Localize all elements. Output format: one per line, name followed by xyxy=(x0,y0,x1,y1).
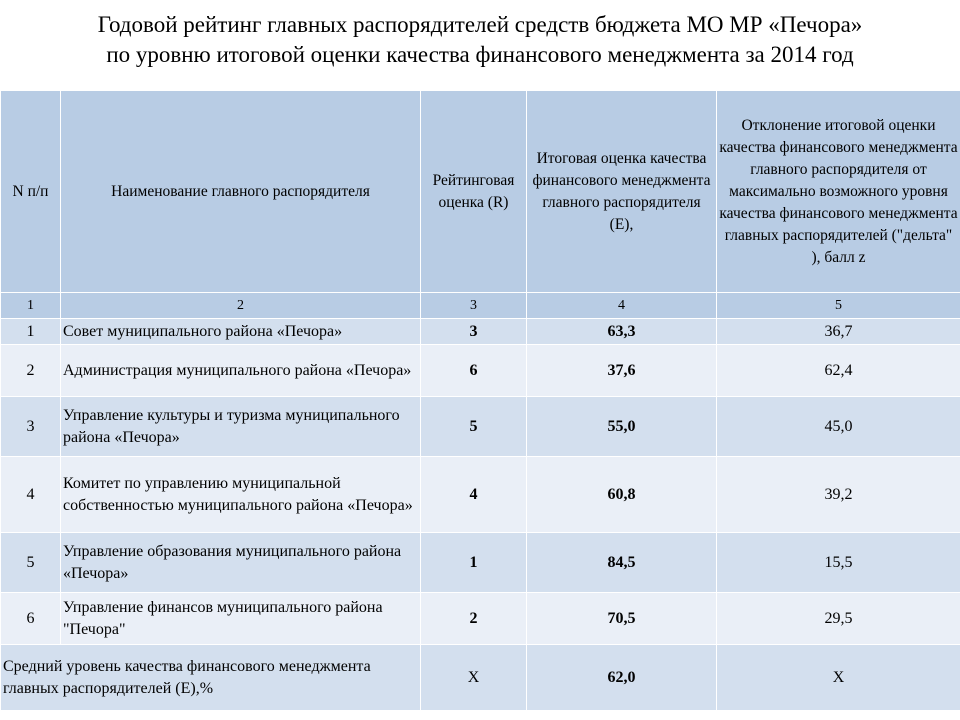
table-row xyxy=(1,397,960,457)
table-header-row xyxy=(1,91,960,293)
row-rating: 6 xyxy=(421,345,527,397)
row-deviation: 15,5 xyxy=(717,533,960,593)
table-row xyxy=(1,457,960,533)
header-score: Итоговая оценка качества финансового менеджмента главного распорядителя (E), xyxy=(527,91,717,293)
column-number: 4 xyxy=(527,293,717,319)
row-score: 37,6 xyxy=(527,345,717,397)
row-score: 55,0 xyxy=(527,397,717,457)
row-num: 2 xyxy=(1,345,61,397)
header-num: N п/п xyxy=(1,91,61,293)
header-deviation: Отклонение итоговой оценки качества финансового менеджмента главного распорядителя от максимально возможного уровня качества финансового менеджмента главных распорядителей ("дельта" ), балл z xyxy=(717,91,960,293)
row-name: Управление образования муниципального района «Печора» xyxy=(61,533,421,593)
row-score: 84,5 xyxy=(527,533,717,593)
table-row xyxy=(1,319,960,345)
footer-label: Средний уровень качества финансового менеджмента главных распорядителей (E),% xyxy=(1,645,421,711)
row-deviation: 29,5 xyxy=(717,593,960,645)
row-name: Комитет по управлению муниципальной собственностью муниципального района «Печора» xyxy=(61,457,421,533)
header-rating: Рейтинговая оценка (R) xyxy=(421,91,527,293)
column-number: 2 xyxy=(61,293,421,319)
row-score: 63,3 xyxy=(527,319,717,345)
row-name: Управление финансов муниципального района "Печора" xyxy=(61,593,421,645)
table-row xyxy=(1,593,960,645)
row-num: 4 xyxy=(1,457,61,533)
row-rating: 5 xyxy=(421,397,527,457)
header-name: Наименование главного распорядителя xyxy=(61,91,421,293)
row-deviation: 39,2 xyxy=(717,457,960,533)
footer-rating: X xyxy=(421,645,527,711)
row-name: Совет муниципального района «Печора» xyxy=(61,319,421,345)
column-number: 3 xyxy=(421,293,527,319)
row-rating: 4 xyxy=(421,457,527,533)
row-rating: 1 xyxy=(421,533,527,593)
page-title xyxy=(0,10,960,70)
table-footer-row xyxy=(1,645,960,711)
row-num: 3 xyxy=(1,397,61,457)
row-num: 5 xyxy=(1,533,61,593)
footer-deviation: X xyxy=(717,645,960,711)
row-num: 1 xyxy=(1,319,61,345)
table-row xyxy=(1,533,960,593)
title-line-1: Годовой рейтинг главных распорядителей средств бюджета МО МР «Печора» xyxy=(97,12,863,37)
row-score: 60,8 xyxy=(527,457,717,533)
row-deviation: 36,7 xyxy=(717,319,960,345)
column-number: 5 xyxy=(717,293,960,319)
title-line-2: по уровню итоговой оценки качества финансового менеджмента за 2014 год xyxy=(106,42,854,67)
row-deviation: 62,4 xyxy=(717,345,960,397)
row-num: 6 xyxy=(1,593,61,645)
column-number: 1 xyxy=(1,293,61,319)
row-name: Управление культуры и туризма муниципального района «Печора» xyxy=(61,397,421,457)
row-deviation: 45,0 xyxy=(717,397,960,457)
row-name: Администрация муниципального района «Печора» xyxy=(61,345,421,397)
row-rating: 3 xyxy=(421,319,527,345)
rating-table xyxy=(0,90,960,711)
table-row xyxy=(1,345,960,397)
footer-score: 62,0 xyxy=(527,645,717,711)
row-rating: 2 xyxy=(421,593,527,645)
row-score: 70,5 xyxy=(527,593,717,645)
column-number-row xyxy=(1,293,960,319)
